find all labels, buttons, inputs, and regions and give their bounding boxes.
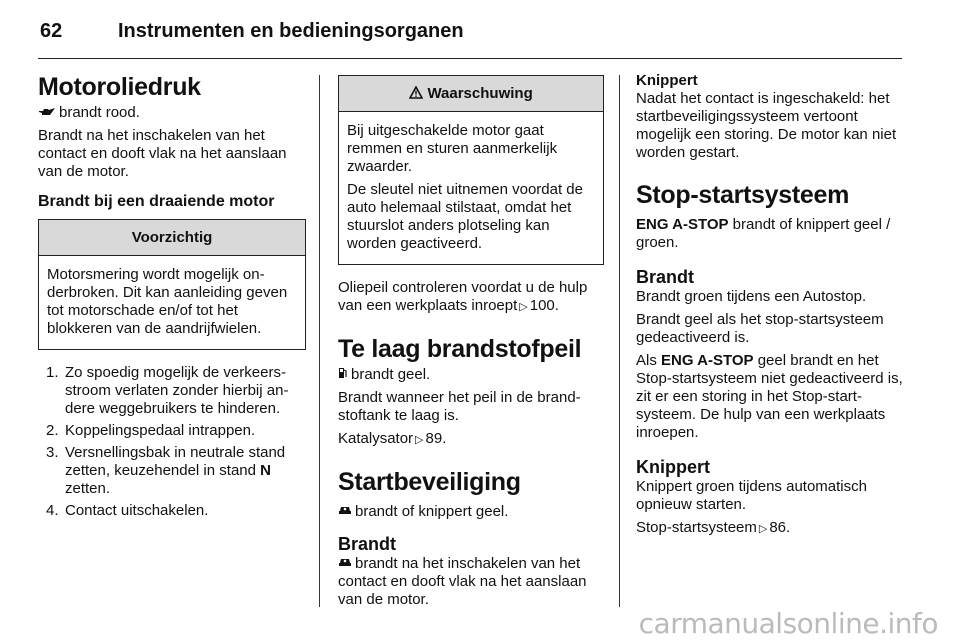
list-item: 3. Versnellingsbak in neutrale stand zetten, keuzehendel in stand N zetten. bbox=[46, 444, 286, 497]
column-divider bbox=[319, 75, 320, 607]
oil-can-icon bbox=[38, 104, 56, 122]
list-item: 1. Zo spoedig mogelijk de verkeersstroom verlaten zonder hierbij andere weggebruikers te hinderen. bbox=[46, 364, 289, 417]
car-key-icon bbox=[338, 555, 352, 573]
list-item: 2. Koppelingspedaal intrappen. bbox=[46, 422, 256, 439]
heading-brandt: Brandt bbox=[636, 267, 694, 287]
reference-arrow-icon: ▷ bbox=[758, 523, 768, 535]
heading-brandt: Brandt bbox=[338, 534, 396, 554]
warning-header bbox=[339, 76, 603, 112]
immobiliser-status-line: brandt of knippert geel. bbox=[338, 503, 604, 521]
oil-status-line: brandt rood. bbox=[38, 104, 306, 122]
heading-knippert-1: Knippert bbox=[636, 72, 698, 89]
column-2 bbox=[338, 72, 604, 614]
brandt-text-3: Als ENG A-STOP geel brandt en het Stop-startsysteem niet gedeactiveerd is, zit er een storing in het Stop-startsysteem. De hulp van een werkplaats inroepen. bbox=[636, 352, 903, 441]
heading-running-engine: Brandt bij een draaiende motor bbox=[38, 193, 275, 210]
oil-check-text: Oliepeil controleren voordat u de hulp van een werkplaats inroept ▷ 100. bbox=[338, 279, 588, 314]
immobiliser-description: brandt na het inschakelen van het contact en dooft vlak na het aanslaan van de motor. bbox=[338, 555, 587, 608]
list-item: 4. Contact uitschakelen. bbox=[46, 502, 209, 519]
knippert-2-description: Knippert groen tijdens automatisch opnieuw starten. bbox=[636, 478, 867, 513]
heading-stop-start: Stop-startsysteem bbox=[636, 181, 850, 209]
heading-low-fuel: Te laag brandstofpeil bbox=[338, 335, 582, 363]
watermark: carmanualsonline.info bbox=[638, 607, 938, 640]
brandt-text-2: Brandt geel als het stop-startsysteem gedeactiveerd is. bbox=[636, 311, 884, 346]
page-header bbox=[38, 18, 902, 59]
reference-arrow-icon: ▷ bbox=[519, 301, 528, 313]
warning-text-2: De sleutel niet uitnemen voordat de auto helemaal stilstaat, omdat het stuurslot anders plotseling kan worden geactiveerd. bbox=[347, 181, 583, 252]
caution-title: Voorzichtig bbox=[39, 220, 305, 256]
warning-text-1: Bij uitgeschakelde motor gaat remmen en sturen aanmerkelijk zwaarder. bbox=[347, 122, 558, 175]
column-1 bbox=[38, 72, 306, 524]
oil-description: Brandt na het inschakelen van het contact en dooft vlak na het aanslaan van de motor. bbox=[38, 127, 287, 180]
brandt-text-1: Brandt groen tijdens een Autostop. bbox=[636, 288, 867, 305]
caution-text: Motorsmering wordt mogelijk onderbroken. Dit kan aanleiding geven tot motorschade en/of tot het blokkeren van de aandrijfwielen. bbox=[47, 266, 288, 337]
stop-start-reference: Stop-startsysteem ▷ 86. bbox=[636, 519, 791, 536]
warning-box bbox=[338, 75, 604, 265]
warning-triangle-icon bbox=[409, 85, 427, 102]
stop-start-status: ENG A-STOP brandt of knippert geel / groen. bbox=[636, 216, 891, 251]
heading-knippert-2: Knippert bbox=[636, 457, 710, 477]
knippert-1-description: Nadat het contact is ingeschakeld: het startbeveiligingssysteem vertoont mogelijk een storing. De motor kan niet worden gestart. bbox=[636, 90, 897, 161]
header-title: Instrumenten en bedieningsorganen bbox=[118, 20, 464, 42]
column-divider bbox=[619, 75, 620, 607]
warning-title: Waarschuwing bbox=[427, 85, 533, 102]
heading-oil-pressure: Motoroliedruk bbox=[38, 73, 201, 101]
column-3 bbox=[636, 72, 904, 543]
car-key-icon bbox=[338, 503, 352, 521]
fuel-status-line: brandt geel. bbox=[338, 366, 604, 384]
heading-immobiliser: Startbeveiliging bbox=[338, 468, 521, 496]
catalyst-text: Katalysator ▷ 89. bbox=[338, 430, 447, 447]
reference-arrow-icon: ▷ bbox=[415, 434, 424, 446]
fuel-description: Brandt wanneer het peil in de brandstoftank te laag is. bbox=[338, 389, 581, 424]
page-number: 62 bbox=[40, 20, 63, 42]
fuel-pump-icon bbox=[338, 366, 348, 384]
steps-list bbox=[38, 364, 306, 520]
caution-box bbox=[38, 219, 306, 350]
